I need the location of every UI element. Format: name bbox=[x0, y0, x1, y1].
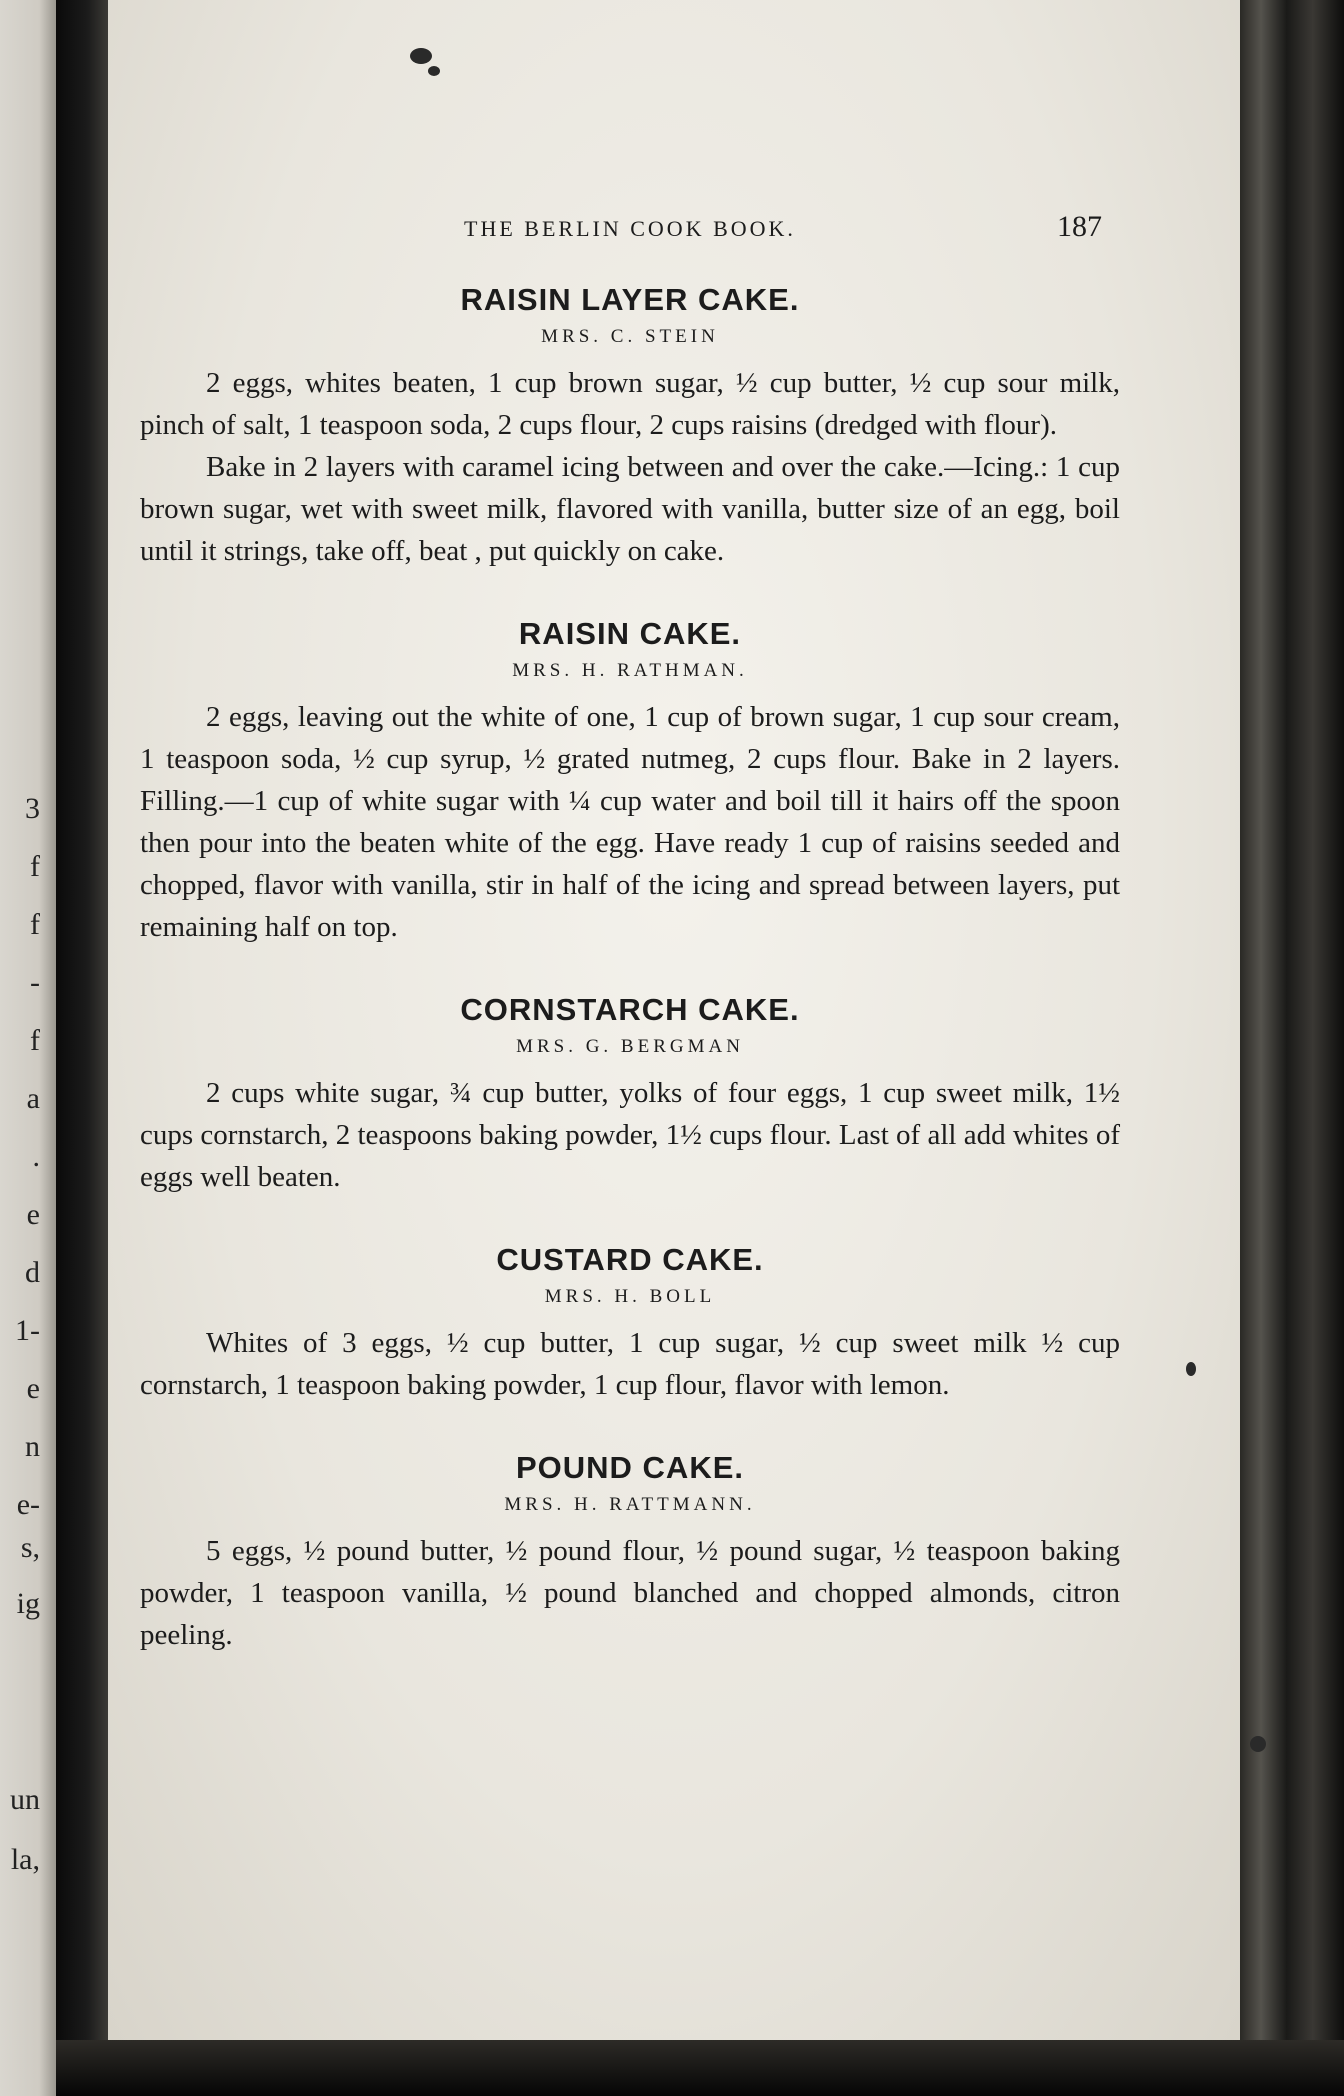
facing-page-strip bbox=[0, 0, 56, 2096]
recipe-custard-cake bbox=[140, 1242, 1120, 1406]
facing-fragment: f bbox=[30, 908, 40, 941]
recipe-ingredients: 2 eggs, whites beaten, 1 cup brown sugar, ½ cup butter, ½ cup sour milk, pinch of salt, 1 teaspoon soda, 2 cups flour, 2 cups raisins (dredged with flour). bbox=[140, 367, 1120, 441]
running-title: THE BERLIN COOK BOOK. bbox=[464, 216, 796, 241]
ink-speck bbox=[1250, 1736, 1266, 1752]
recipe-title: RAISIN CAKE. bbox=[518, 616, 742, 651]
recipe-text: Whites of 3 eggs, ½ cup butter, 1 cup sugar, ½ cup sweet milk ½ cup cornstarch, 1 teaspoon baking powder, 1 cup flour, flavor with lemon. bbox=[140, 1327, 1120, 1401]
recipe-raisin-layer-cake bbox=[140, 282, 1120, 572]
recipe-author: MRS. C. STEIN bbox=[541, 326, 719, 347]
recipe-title: CUSTARD CAKE. bbox=[496, 1242, 764, 1277]
recipe-instructions: Bake in 2 layers with caramel icing between and over the cake.—Icing.: 1 cup brown sugar, wet with sweet milk, flavored with vanilla, butter size of an egg, boil until it strings, take off, beat , put quickly on cake. bbox=[140, 451, 1120, 567]
ink-speck bbox=[1186, 1362, 1196, 1376]
facing-fragment: s, bbox=[20, 1531, 40, 1564]
recipe-raisin-cake bbox=[140, 616, 1120, 948]
recipe-author: MRS. H. RATHMAN. bbox=[512, 660, 748, 681]
recipe-cornstarch-cake bbox=[140, 992, 1120, 1198]
facing-page-fragments-bottom bbox=[0, 1770, 40, 1890]
recipe-title: RAISIN LAYER CAKE. bbox=[460, 282, 800, 317]
ink-speck bbox=[410, 48, 432, 64]
facing-fragment: un bbox=[10, 1783, 40, 1816]
page-content bbox=[140, 210, 1120, 1700]
book-gutter bbox=[56, 0, 108, 2096]
recipe-author: MRS. H. RATTMANN. bbox=[504, 1494, 756, 1515]
facing-fragment: e bbox=[26, 1372, 40, 1405]
recipe-title: CORNSTARCH CAKE. bbox=[460, 992, 800, 1027]
recipe-text: 5 eggs, ½ pound butter, ½ pound flour, ½ pound sugar, ½ teaspoon baking powder, 1 teaspoon vanilla, ½ pound blanched and chopped almonds, citron peeling. bbox=[140, 1535, 1120, 1651]
facing-fragment: . bbox=[32, 1140, 40, 1173]
facing-fragment: ig bbox=[16, 1587, 40, 1620]
facing-fragment: 3 bbox=[25, 792, 40, 825]
recipe-title: POUND CAKE. bbox=[515, 1450, 744, 1485]
recipe-author: MRS. G. BERGMAN bbox=[516, 1036, 744, 1057]
facing-fragment: f bbox=[30, 1024, 40, 1057]
recipe-text: 2 cups white sugar, ¾ cup butter, yolks of four eggs, 1 cup sweet milk, 1½ cups cornstarch, 2 teaspoons baking powder, 1½ cups flour. Last of all add whites of eggs well beaten. bbox=[140, 1077, 1120, 1193]
facing-page-fragments-middle bbox=[0, 1520, 40, 1632]
facing-fragment: d bbox=[25, 1256, 40, 1289]
facing-fragment: - bbox=[30, 966, 40, 999]
running-head bbox=[140, 210, 1120, 254]
facing-fragment: n bbox=[25, 1430, 40, 1463]
facing-fragment: f bbox=[30, 850, 40, 883]
recipe-author: MRS. H. BOLL bbox=[544, 1286, 716, 1307]
page-number: 187 bbox=[1057, 210, 1102, 243]
recipe-pound-cake bbox=[140, 1450, 1120, 1656]
recipe-text: 2 eggs, leaving out the white of one, 1 cup of brown sugar, 1 cup sour cream, 1 teaspoon soda, ½ cup syrup, ½ grated nutmeg, 2 cups flour. Bake in 2 layers. Filling.—1 cup of white sugar with ¼ cup water and boil till it hairs off the spoon then pour into the beaten white of the egg. Have ready 1 cup of raisins seeded and chopped, flavor with vanilla, stir in half of the icing and spread between layers, put remaining half on top. bbox=[140, 701, 1120, 943]
page-edge-bottom bbox=[56, 2040, 1344, 2096]
ink-speck bbox=[428, 66, 440, 76]
facing-fragment: e- bbox=[16, 1488, 40, 1521]
facing-fragment: a bbox=[26, 1082, 40, 1115]
facing-fragment: e bbox=[26, 1198, 40, 1231]
facing-page-fragments-upper bbox=[0, 780, 40, 1534]
page-edge-right bbox=[1240, 0, 1344, 2096]
facing-fragment: 1- bbox=[15, 1314, 40, 1347]
facing-fragment: la, bbox=[10, 1843, 40, 1876]
